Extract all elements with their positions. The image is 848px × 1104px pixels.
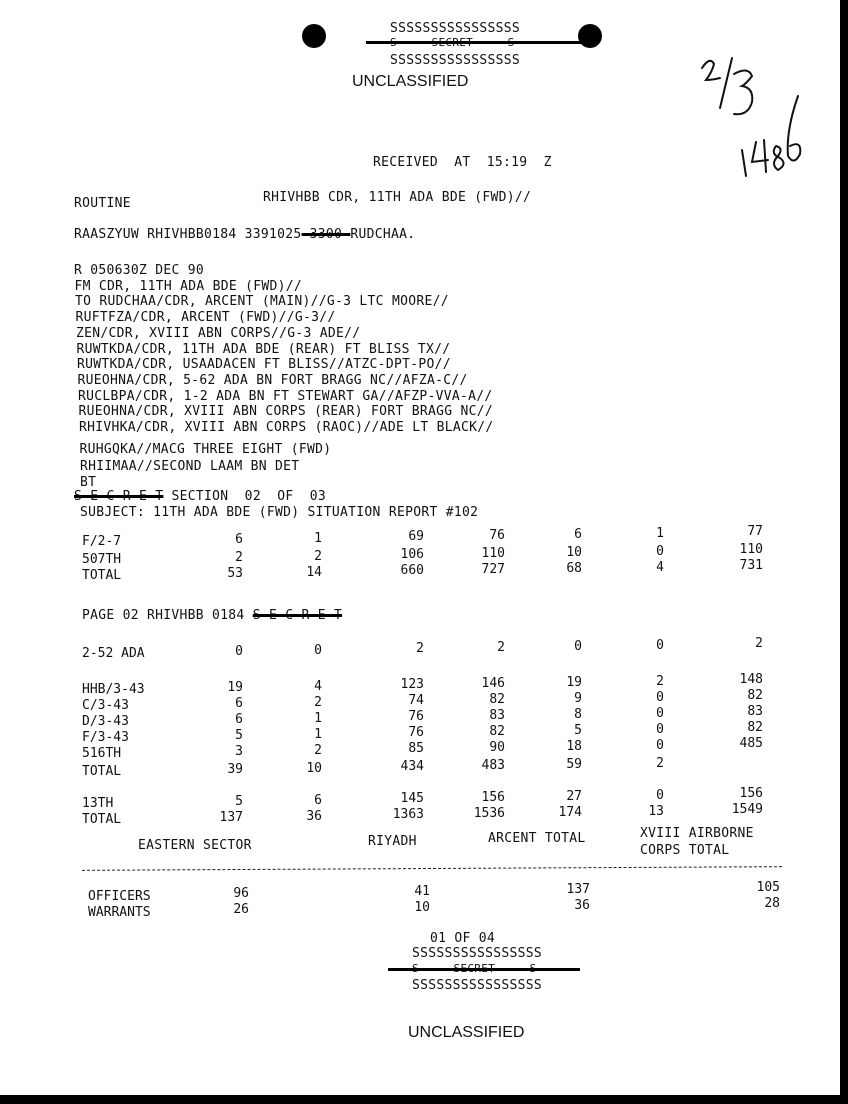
section-label: SECTION 02 OF 03 <box>171 489 326 504</box>
summary-value: 96 <box>233 886 249 901</box>
row-label: 13TH <box>82 796 114 811</box>
page-secret-struck: S E C R E T <box>252 608 343 623</box>
received-timestamp: RECEIVED AT 15:19 Z <box>373 155 552 170</box>
row-value: 6 <box>235 712 243 727</box>
row-value: 74 <box>408 693 424 709</box>
summary-row-label: WARRANTS <box>88 905 151 920</box>
row-value: 2 <box>656 673 664 689</box>
originator: RHIVHBB CDR, 11TH ADA BDE (FWD)// <box>263 190 532 205</box>
classification-s-line: SSSSSSSSSSSSSSSS <box>390 21 521 36</box>
row-value: 76 <box>408 725 424 741</box>
row-value: 6 <box>235 696 243 711</box>
row-value: 110 <box>481 546 505 562</box>
summary-value: 105 <box>756 880 780 895</box>
address-line: BT <box>80 474 97 490</box>
row-value: 3 <box>235 744 243 759</box>
page-header-label: PAGE 02 RHIVHBB 0184 <box>82 608 245 623</box>
row-value: 727 <box>481 562 505 578</box>
row-value: 85 <box>408 741 424 757</box>
summary-header-corps: CORPS TOTAL <box>640 843 730 858</box>
summary-header-xviii: XVIII AIRBORNE <box>640 826 754 841</box>
address-line: TO RUDCHAA/CDR, ARCENT (MAIN)//G-3 LTC MOORE// <box>75 294 449 310</box>
row-value: 0 <box>656 543 664 559</box>
row-label: HHB/3-43 <box>82 682 145 697</box>
row-value: 137 <box>219 810 243 825</box>
row-value: 1 <box>656 525 664 541</box>
row-value: 6 <box>235 532 243 547</box>
row-label: TOTAL <box>82 764 122 779</box>
row-label: D/3-43 <box>82 714 129 729</box>
row-value: 2 <box>497 640 505 656</box>
row-value: 2 <box>416 641 424 657</box>
row-label: 2-52 ADA <box>82 646 145 661</box>
summary-value: 41 <box>414 884 430 899</box>
address-line: R 050630Z DEC 90 <box>74 263 205 278</box>
row-value: 53 <box>227 566 243 581</box>
row-value: 0 <box>574 638 582 654</box>
address-line: RUEOHNA/CDR, XVIII ABN CORPS (REAR) FORT BRAGG NC// <box>78 404 493 420</box>
row-value: 156 <box>481 790 505 806</box>
row-value: 1 <box>314 530 322 546</box>
address-line: FM CDR, 11TH ADA BDE (FWD)// <box>74 279 303 295</box>
handwritten-annotation <box>690 50 810 180</box>
summary-value: 28 <box>764 896 780 911</box>
row-value: 39 <box>227 762 243 777</box>
secret-strike-bar <box>366 41 584 44</box>
row-value: 82 <box>747 720 763 736</box>
punch-hole-left <box>302 24 326 48</box>
row-label: F/2-7 <box>82 534 122 549</box>
routing-line <box>74 227 415 242</box>
row-value: 8 <box>574 706 582 722</box>
address-line: RHIIMAA//SECOND LAAM BN DET <box>80 458 300 474</box>
row-label: TOTAL <box>82 568 122 583</box>
subject-line: SUBJECT: 11TH ADA BDE (FWD) SITUATION REPORT #102 <box>80 505 479 520</box>
summary-header-arcent: ARCENT TOTAL <box>488 831 586 846</box>
row-value: 110 <box>739 542 763 558</box>
row-value: 10 <box>566 544 582 560</box>
summary-value: 10 <box>414 900 430 915</box>
row-value: 5 <box>235 794 243 809</box>
row-value: 123 <box>400 677 424 693</box>
row-value: 6 <box>314 792 322 808</box>
row-value: 18 <box>566 738 582 754</box>
row-value: 483 <box>481 758 505 774</box>
classification-s-line-2: SSSSSSSSSSSSSSSS <box>390 53 521 68</box>
dashed-divider <box>82 866 782 871</box>
row-value: 0 <box>656 787 664 803</box>
row-value: 13 <box>648 803 664 819</box>
row-value: 0 <box>656 637 664 653</box>
precedence: ROUTINE <box>74 196 131 211</box>
row-value: 19 <box>227 680 243 695</box>
row-value: 5 <box>574 722 582 738</box>
row-value: 82 <box>489 724 505 740</box>
row-value: 1363 <box>392 807 424 823</box>
summary-header-riyadh: RIYADH <box>368 834 417 849</box>
scan-edge-bottom <box>0 1095 848 1104</box>
summary-value: 137 <box>566 882 590 897</box>
row-value: 2 <box>314 548 322 564</box>
row-value: 106 <box>400 547 424 563</box>
footer-secret-strike-bar <box>388 968 580 971</box>
address-line: RHIVHKA/CDR, XVIII ABN CORPS (RAOC)//ADE LT BLACK// <box>79 420 494 435</box>
row-value: 434 <box>400 759 424 775</box>
row-value: 1536 <box>473 806 505 822</box>
row-value: 27 <box>566 788 582 804</box>
row-label: TOTAL <box>82 812 122 827</box>
row-value: 0 <box>656 721 664 737</box>
address-line: RUWTKDA/CDR, USAADACEN FT BLISS//ATZC-DPT-PO// <box>77 357 451 373</box>
row-value: 9 <box>574 690 582 706</box>
row-value: 36 <box>306 808 322 824</box>
summary-header-eastern: EASTERN SECTOR <box>138 838 252 853</box>
row-label: 516TH <box>82 746 122 761</box>
routing-prefix: RAASZYUW RHIVHBB0184 3391025 <box>74 227 302 242</box>
row-value: 90 <box>489 740 505 756</box>
row-value: 4 <box>314 678 322 694</box>
row-value: 19 <box>566 674 582 690</box>
address-line: RUEOHNA/CDR, 5-62 ADA BN FORT BRAGG NC//AFZA-C// <box>77 372 468 388</box>
routing-struck: -3300- <box>301 227 351 242</box>
row-value: 1 <box>314 710 322 726</box>
summary-value: 36 <box>574 898 590 913</box>
row-value: 660 <box>400 563 424 579</box>
punch-hole-right <box>578 24 602 48</box>
row-value: 2 <box>235 550 243 565</box>
page-header <box>82 608 342 623</box>
address-line: RUCLBPA/CDR, 1-2 ADA BN FT STEWART GA//AFZP-VVA-A// <box>78 388 493 404</box>
row-value: 4 <box>656 559 664 575</box>
row-label: 507TH <box>82 552 122 567</box>
row-value: 0 <box>656 737 664 753</box>
row-label: F/3-43 <box>82 730 129 745</box>
row-value: 2 <box>656 755 664 771</box>
row-value: 2 <box>314 694 322 710</box>
row-value: 82 <box>489 692 505 708</box>
row-value: 174 <box>558 804 582 820</box>
row-label: C/3-43 <box>82 698 129 713</box>
row-value: 485 <box>739 736 763 752</box>
footer-unclassified: UNCLASSIFIED <box>408 1024 525 1041</box>
section-line <box>74 489 326 504</box>
row-value: 1 <box>314 726 322 742</box>
row-value: 2 <box>755 636 763 652</box>
row-value: 14 <box>306 564 322 580</box>
address-line: RUWTKDA/CDR, 11TH ADA BDE (REAR) FT BLISS TX// <box>76 341 451 357</box>
row-value: 82 <box>747 688 763 704</box>
row-value: 0 <box>656 689 664 705</box>
routing-suffix: RUDCHAA. <box>350 227 416 242</box>
row-value: 76 <box>489 528 505 544</box>
row-value: 148 <box>739 672 763 688</box>
row-value: 146 <box>481 676 505 692</box>
page-of: 01 OF 04 <box>430 931 496 946</box>
row-value: 69 <box>408 529 424 545</box>
row-value: 83 <box>489 708 505 724</box>
row-value: 83 <box>747 704 763 720</box>
row-value: 156 <box>739 786 763 802</box>
row-value: 731 <box>739 558 763 574</box>
row-value: 59 <box>566 756 582 772</box>
row-value: 0 <box>235 644 243 659</box>
address-line: ZEN/CDR, XVIII ABN CORPS//G-3 ADE// <box>76 325 361 341</box>
row-value: 10 <box>306 760 322 776</box>
row-value: 2 <box>314 742 322 758</box>
unclassified-marking: UNCLASSIFIED <box>352 73 469 90</box>
row-value: 77 <box>747 524 763 540</box>
footer-s-line: SSSSSSSSSSSSSSSS <box>412 946 543 961</box>
address-line: RUHGQKA//MACG THREE EIGHT (FWD) <box>79 442 332 458</box>
footer-s-line-2: SSSSSSSSSSSSSSSS <box>412 978 543 993</box>
row-value: 76 <box>408 709 424 725</box>
row-value: 6 <box>574 526 582 542</box>
row-value: 0 <box>656 705 664 721</box>
address-line: RUFTFZA/CDR, ARCENT (FWD)//G-3// <box>75 310 336 326</box>
row-value: 145 <box>400 791 424 807</box>
row-value: 68 <box>566 560 582 576</box>
row-value: 1549 <box>731 802 763 818</box>
secret-struck: S E C R E T <box>74 489 164 504</box>
scan-edge-right <box>840 0 848 1104</box>
summary-value: 26 <box>233 902 249 917</box>
summary-row-label: OFFICERS <box>88 889 151 904</box>
row-value: 5 <box>235 728 243 743</box>
row-value: 0 <box>314 642 322 658</box>
